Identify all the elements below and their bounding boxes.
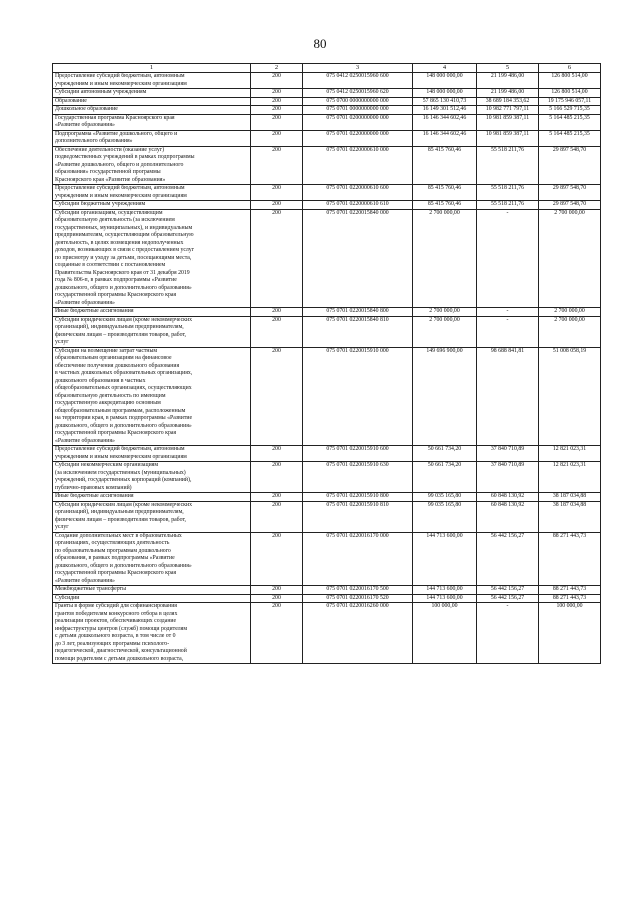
row-code-text: 200 (272, 73, 281, 79)
table-row (53, 73, 601, 89)
row-amount-executed-cell (477, 594, 539, 603)
row-amount-approved-text: 144 713 600,00 (426, 594, 463, 601)
row-kbk-cell (303, 532, 413, 586)
row-kbk-cell (303, 586, 413, 595)
row-name-text: Государственная программа Красноярского края «Развитие образования» (55, 114, 175, 128)
row-name-cell (53, 462, 251, 493)
row-kbk-text: 075 0701 0220016170 520 (326, 594, 389, 601)
row-kbk-text: 075 0701 0000000000 000 (326, 106, 389, 112)
row-amount-approved-cell (413, 146, 477, 185)
row-amount-executed-text: 98 688 841,81 (490, 347, 525, 354)
row-kbk-cell (303, 114, 413, 130)
row-name-cell (53, 73, 251, 89)
row-code-cell (251, 462, 303, 493)
row-kbk-text: 075 0700 0000000000 000 (326, 97, 389, 104)
row-code-cell (251, 146, 303, 185)
row-amount-executed-text: 60 848 130,92 (490, 493, 525, 499)
column-header: 4 (413, 64, 477, 73)
row-amount-approved-text: 2 700 000,00 (429, 316, 460, 323)
column-header: 3 (303, 64, 413, 73)
row-code-cell (251, 594, 303, 603)
row-amount-approved-text: 99 035 165,80 (427, 493, 462, 499)
row-amount-approved-text: 85 415 760,46 (427, 185, 462, 191)
row-code-text: 200 (272, 532, 281, 539)
row-amount-executed-cell (477, 97, 539, 106)
row-amount-unexecuted-cell (539, 89, 601, 98)
row-kbk-cell (303, 347, 413, 446)
row-amount-executed-cell (477, 185, 539, 201)
row-name-cell (53, 532, 251, 586)
row-amount-unexecuted-text: 5 166 529 715,35 (549, 106, 590, 112)
table-row (53, 501, 601, 532)
row-amount-approved-cell (413, 73, 477, 89)
row-amount-unexecuted-cell (539, 201, 601, 210)
row-amount-approved-text: 57 865 130 410,73 (422, 97, 467, 104)
row-code-text: 200 (272, 106, 281, 112)
row-code-cell (251, 532, 303, 586)
row-amount-executed-cell (477, 462, 539, 493)
row-amount-executed-text: - (506, 308, 509, 314)
row-amount-unexecuted-cell (539, 493, 601, 502)
row-amount-executed-text: - (506, 209, 509, 216)
row-name-text: Предоставление субсидий бюджетным, автономным учреждениям и иным некоммерческим организациям (55, 73, 187, 87)
row-kbk-text: 075 0701 0220015840 000 (326, 209, 389, 216)
row-name-text: Межбюджетные трансферты (55, 586, 126, 592)
row-amount-unexecuted-cell (539, 462, 601, 493)
row-name-cell (53, 308, 251, 317)
row-kbk-cell (303, 462, 413, 493)
row-kbk-text: 075 0701 0220015910 600 (326, 446, 389, 452)
row-amount-executed-text: 56 442 156,27 (490, 594, 525, 601)
row-amount-executed-text: 38 689 184 353,62 (485, 97, 530, 104)
row-amount-executed-text: 21 199 486,00 (490, 73, 525, 79)
row-code-cell (251, 114, 303, 130)
row-amount-executed-text: - (506, 603, 509, 609)
row-code-cell (251, 73, 303, 89)
row-kbk-cell (303, 97, 413, 106)
row-amount-approved-cell (413, 209, 477, 308)
row-name-text: Иные бюджетные ассигнования (55, 493, 134, 499)
row-amount-unexecuted-text: 2 700 000,00 (554, 316, 585, 323)
row-name-cell (53, 603, 251, 664)
row-amount-approved-cell (413, 586, 477, 595)
row-name-cell (53, 201, 251, 210)
row-kbk-cell (303, 493, 413, 502)
row-amount-executed-cell (477, 89, 539, 98)
row-amount-approved-text: 100 000,00 (431, 603, 458, 609)
row-name-cell (53, 114, 251, 130)
row-amount-unexecuted-cell (539, 209, 601, 308)
row-name-text: Подпрограмма «Развитие дошкольного, общего и дополнительного образования» (55, 130, 178, 144)
table-row (53, 201, 601, 210)
row-amount-executed-text: 56 442 156,27 (490, 532, 525, 539)
row-kbk-cell (303, 201, 413, 210)
row-name-cell (53, 209, 251, 308)
row-amount-unexecuted-cell (539, 114, 601, 130)
row-name-text: Субсидии (55, 594, 80, 601)
row-code-text: 200 (272, 586, 281, 592)
row-amount-approved-text: 2 700 000,00 (429, 209, 460, 216)
row-code-text: 200 (272, 146, 281, 153)
row-code-text: 200 (272, 97, 281, 104)
row-amount-unexecuted-cell (539, 97, 601, 106)
table-row (53, 146, 601, 185)
row-amount-approved-cell (413, 594, 477, 603)
row-amount-unexecuted-cell (539, 73, 601, 89)
row-kbk-cell (303, 308, 413, 317)
row-amount-approved-text: 16 149 301 512,46 (422, 106, 467, 112)
row-amount-unexecuted-cell (539, 594, 601, 603)
row-amount-unexecuted-text: 88 271 443,73 (552, 532, 587, 539)
row-name-cell (53, 316, 251, 347)
row-amount-approved-cell (413, 446, 477, 462)
row-amount-unexecuted-cell (539, 130, 601, 146)
row-kbk-text: 075 0701 0220015910 800 (326, 493, 389, 499)
row-name-text: Субсидии организациям, осуществляющим образовательную деятельность (за исключением государственных, муниципальных), и индивидуальным предпринимателям, осуществляющим образовательную деятельность, в целях возмещения недополученных доходов, возникающих в связи с предоставлением услуг по присмотру и уходу за детьми, посещающими места, созданные в соответствии с постановлением Правительства Красноярского края от 31 декабря 2019 года № 806-п, в рамках подпрограммы «Развитие дошкольного, общего и дополнительного образования» государственной программы Красноярского края «Развитие образования» (55, 209, 195, 306)
row-amount-unexecuted-cell (539, 603, 601, 664)
row-amount-approved-cell (413, 316, 477, 347)
row-amount-executed-text: 10 982 771 797,11 (485, 106, 530, 112)
row-code-text: 200 (272, 493, 281, 499)
column-header: 1 (53, 64, 251, 73)
row-amount-executed-cell (477, 603, 539, 664)
row-code-cell (251, 446, 303, 462)
row-name-cell (53, 130, 251, 146)
row-amount-approved-text: 50 661 734,20 (427, 446, 462, 452)
table-row (53, 532, 601, 586)
table-row (53, 446, 601, 462)
column-header: 6 (539, 64, 601, 73)
row-code-cell (251, 89, 303, 98)
row-amount-approved-cell (413, 97, 477, 106)
row-code-text: 200 (272, 130, 281, 137)
row-code-cell (251, 201, 303, 210)
row-kbk-text: 075 0701 0220015840 810 (326, 316, 389, 323)
row-kbk-cell (303, 146, 413, 185)
row-amount-executed-cell (477, 316, 539, 347)
row-code-cell (251, 97, 303, 106)
row-amount-approved-cell (413, 185, 477, 201)
row-amount-unexecuted-text: 51 008 058,19 (552, 347, 587, 354)
row-kbk-cell (303, 603, 413, 664)
table-header-row (53, 64, 601, 73)
row-kbk-cell (303, 89, 413, 98)
row-amount-approved-cell (413, 347, 477, 446)
row-amount-unexecuted-text: 38 187 034,88 (552, 493, 587, 499)
row-kbk-cell (303, 130, 413, 146)
row-code-text: 200 (272, 501, 281, 508)
row-amount-approved-text: 85 415 760,46 (427, 146, 462, 153)
row-amount-unexecuted-cell (539, 347, 601, 446)
row-amount-executed-text: 56 442 156,27 (490, 586, 525, 592)
row-kbk-cell (303, 316, 413, 347)
row-kbk-text: 075 0412 0250015960 620 (326, 89, 389, 95)
row-code-cell (251, 209, 303, 308)
row-code-text: 200 (272, 114, 281, 121)
row-code-text: 200 (272, 316, 281, 323)
table-row (53, 114, 601, 130)
row-amount-unexecuted-text: 126 800 514,00 (551, 73, 588, 79)
row-amount-unexecuted-cell (539, 501, 601, 532)
row-amount-unexecuted-cell (539, 532, 601, 586)
row-kbk-cell (303, 106, 413, 115)
row-kbk-text: 075 0701 0220000610 000 (326, 146, 389, 153)
row-amount-unexecuted-text: 5 164 485 215,35 (549, 130, 590, 137)
row-kbk-text: 075 0701 0220000610 610 (326, 201, 389, 207)
row-name-cell (53, 106, 251, 115)
row-amount-unexecuted-text: 12 821 023,31 (552, 462, 587, 468)
row-code-text: 200 (272, 347, 281, 354)
row-amount-approved-text: 144 713 600,00 (426, 586, 463, 592)
row-amount-executed-cell (477, 347, 539, 446)
row-amount-unexecuted-cell (539, 446, 601, 462)
row-kbk-text: 075 0701 0220015840 800 (326, 308, 389, 314)
row-name-text: Предоставление субсидий бюджетным, автономным учреждениям и иным некоммерческим организациям (55, 185, 187, 199)
row-kbk-cell (303, 185, 413, 201)
row-amount-approved-cell (413, 201, 477, 210)
row-amount-unexecuted-text: 19 175 946 057,11 (547, 97, 592, 104)
row-name-text: Субсидии бюджетным учреждениям (55, 201, 146, 207)
row-name-text: Субсидии юридическим лицам (кроме некоммерческих организаций), индивидуальным предпринимателям, физическим лицам – производителям товаров, работ, услуг (55, 501, 192, 530)
table-body (53, 73, 601, 664)
row-amount-approved-cell (413, 532, 477, 586)
row-code-text: 200 (272, 209, 281, 216)
row-name-cell (53, 185, 251, 201)
row-code-text: 200 (272, 594, 281, 601)
row-amount-executed-cell (477, 114, 539, 130)
row-amount-unexecuted-cell (539, 146, 601, 185)
row-amount-unexecuted-text: 88 271 443,73 (552, 586, 587, 592)
row-kbk-cell (303, 501, 413, 532)
column-header: 5 (477, 64, 539, 73)
row-code-cell (251, 316, 303, 347)
table-row (53, 89, 601, 98)
row-code-text: 200 (272, 308, 281, 314)
row-amount-executed-text: 21 199 486,00 (490, 89, 525, 95)
row-amount-unexecuted-text: 126 800 514,00 (551, 89, 588, 95)
row-name-text: Создание дополнительных мест в образовательных организациях, осуществляющих деятельность по образовательным программам дошкольного образования, в рамках подпрограммы «Развитие дошкольного, общего и дополнительного образования» государственной программы Красноярского края «Развитие образования» (55, 532, 192, 584)
row-amount-approved-cell (413, 106, 477, 115)
row-amount-unexecuted-text: 5 164 485 215,35 (549, 114, 590, 121)
row-amount-executed-cell (477, 146, 539, 185)
row-amount-executed-text: 10 981 859 387,11 (485, 130, 530, 137)
row-amount-approved-cell (413, 603, 477, 664)
row-amount-executed-cell (477, 73, 539, 89)
table-row (53, 130, 601, 146)
row-name-cell (53, 446, 251, 462)
row-code-cell (251, 493, 303, 502)
row-name-cell (53, 493, 251, 502)
row-amount-executed-cell (477, 130, 539, 146)
row-code-cell (251, 308, 303, 317)
row-code-text: 200 (272, 603, 281, 609)
row-name-text: Гранты в форме субсидий для софинансирования грантов победителям конкурсного отбора в целях реализации проектов, обеспечивающих создание инфраструктуры центров (служб) помощи родителям с детьми дошкольного возраста, в том числе от 0 до 3 лет, реализующих программы психолого- педагогической, диагностической, консультационной помощи родителям с детьми дошкольного возраста, (55, 603, 187, 662)
row-amount-approved-cell (413, 130, 477, 146)
row-name-cell (53, 586, 251, 595)
row-amount-executed-cell (477, 106, 539, 115)
row-kbk-text: 075 0701 0220016170 000 (326, 532, 389, 539)
table-row (53, 493, 601, 502)
row-kbk-text: 075 0412 0250015960 600 (326, 73, 389, 79)
table-row (53, 209, 601, 308)
row-amount-approved-text: 148 000 000,00 (426, 73, 463, 79)
row-amount-approved-text: 2 700 000,00 (429, 308, 460, 314)
row-amount-approved-text: 149 696 900,00 (426, 347, 463, 354)
row-amount-unexecuted-cell (539, 308, 601, 317)
row-kbk-text: 075 0701 0220015910 630 (326, 462, 389, 468)
row-amount-unexecuted-text: 88 271 443,73 (552, 594, 587, 601)
row-amount-executed-cell (477, 586, 539, 595)
table-row (53, 603, 601, 664)
row-name-text: Образование (55, 97, 87, 104)
row-name-text: Обеспечение деятельности (оказание услуг) подведомственных учреждений в рамках подпрограммы «Развитие дошкольного, общего и дополнительного образования» государственной программы Красноярского края «Развитие образования» (55, 146, 195, 183)
row-amount-unexecuted-text: 2 700 000,00 (554, 308, 585, 314)
row-amount-executed-cell (477, 501, 539, 532)
row-name-text: Предоставление субсидий бюджетным, автономным учреждениям и иным некоммерческим организациям (55, 446, 187, 460)
row-amount-approved-cell (413, 501, 477, 532)
row-name-text: Дошкольное образование (55, 106, 118, 112)
row-amount-approved-text: 144 713 600,00 (426, 532, 463, 539)
row-kbk-text: 075 0701 0220000610 600 (326, 185, 389, 191)
row-amount-unexecuted-cell (539, 316, 601, 347)
row-amount-approved-text: 16 146 344 602,46 (422, 114, 467, 121)
row-kbk-cell (303, 446, 413, 462)
column-header: 2 (251, 64, 303, 73)
row-name-cell (53, 594, 251, 603)
row-amount-approved-text: 99 035 165,80 (427, 501, 462, 508)
row-amount-executed-text: 60 848 130,92 (490, 501, 525, 508)
row-amount-unexecuted-text: 38 187 034,88 (552, 501, 587, 508)
row-amount-executed-cell (477, 308, 539, 317)
row-amount-unexecuted-cell (539, 106, 601, 115)
row-name-cell (53, 501, 251, 532)
row-amount-approved-text: 85 415 760,46 (427, 201, 462, 207)
row-name-cell (53, 97, 251, 106)
row-amount-unexecuted-cell (539, 185, 601, 201)
table-row (53, 97, 601, 106)
row-amount-approved-cell (413, 462, 477, 493)
row-kbk-text: 075 0701 0220016260 000 (326, 603, 389, 609)
row-amount-unexecuted-text: 29 897 548,70 (552, 146, 587, 153)
row-code-text: 200 (272, 446, 281, 452)
row-amount-executed-cell (477, 201, 539, 210)
row-amount-unexecuted-text: 29 897 548,70 (552, 185, 587, 191)
row-kbk-text: 075 0701 0220016170 500 (326, 586, 389, 592)
table-row (53, 462, 601, 493)
row-kbk-text: 075 0701 0220015910 810 (326, 501, 389, 508)
row-amount-executed-text: - (506, 316, 509, 323)
row-name-text: Субсидии на возмещение затрат частным образовательным организациям на финансовое обеспечение получения дошкольного образования в частных дошкольных образовательных организациях, дошкольного образования в частных общеобразовательных организациях, осуществляющих образовательную деятельность по имеющим государственную аккредитацию основным общеобразовательным программам, расположенным на территории края, в рамках подпрограммы «Развитие дошкольного, общего и дополнительного образования» государственной программы Красноярского края «Развитие образования» (55, 347, 193, 444)
row-code-cell (251, 130, 303, 146)
row-amount-approved-text: 148 000 000,00 (426, 89, 463, 95)
row-kbk-text: 075 0701 0200000000 000 (326, 114, 389, 121)
row-amount-executed-text: 37 840 710,89 (490, 446, 525, 452)
table-row (53, 316, 601, 347)
row-name-text: Субсидии автономным учреждениям (55, 89, 147, 95)
row-amount-approved-cell (413, 493, 477, 502)
page-number: 80 (313, 36, 327, 51)
row-amount-executed-text: 55 518 211,76 (490, 201, 525, 207)
row-amount-approved-text: 50 661 734,20 (427, 462, 462, 468)
row-name-cell (53, 89, 251, 98)
row-amount-executed-text: 55 518 211,76 (490, 146, 525, 153)
row-code-text: 200 (272, 185, 281, 191)
table-row (53, 308, 601, 317)
table-row (53, 594, 601, 603)
table-row (53, 106, 601, 115)
table-row (53, 185, 601, 201)
row-code-text: 200 (272, 462, 281, 468)
row-amount-unexecuted-cell (539, 586, 601, 595)
row-kbk-cell (303, 594, 413, 603)
row-code-cell (251, 106, 303, 115)
row-amount-executed-text: 55 518 211,76 (490, 185, 525, 191)
row-amount-approved-text: 16 146 344 602,46 (422, 130, 467, 137)
row-name-text: Иные бюджетные ассигнования (55, 308, 134, 314)
table-row (53, 586, 601, 595)
row-amount-executed-cell (477, 532, 539, 586)
row-kbk-text: 075 0701 0220015910 000 (326, 347, 389, 354)
row-amount-unexecuted-text: 29 897 548,70 (552, 201, 587, 207)
row-code-cell (251, 185, 303, 201)
row-code-cell (251, 347, 303, 446)
row-amount-unexecuted-text: 2 700 000,00 (554, 209, 585, 216)
row-name-cell (53, 146, 251, 185)
row-kbk-text: 075 0701 0220000000 000 (326, 130, 389, 137)
row-amount-unexecuted-text: 100 000,00 (556, 603, 583, 609)
row-amount-executed-cell (477, 446, 539, 462)
row-amount-executed-text: 10 981 859 387,11 (485, 114, 530, 121)
row-amount-unexecuted-text: 12 821 023,31 (552, 446, 587, 452)
row-code-text: 200 (272, 201, 281, 207)
row-name-text: Субсидии некоммерческим организациям (за исключением государственных (муниципальных) учреждений, государственных корпораций (компаний), публично-правовых компаний) (55, 462, 192, 491)
row-amount-approved-cell (413, 308, 477, 317)
row-code-cell (251, 603, 303, 664)
row-kbk-cell (303, 73, 413, 89)
row-amount-executed-text: 37 840 710,89 (490, 462, 525, 468)
budget-table (52, 63, 601, 664)
row-name-text: Субсидии юридическим лицам (кроме некоммерческих организаций), индивидуальным предпринимателям, физическим лицам – производителям товаров, работ, услуг (55, 316, 192, 345)
row-amount-approved-cell (413, 89, 477, 98)
row-name-cell (53, 347, 251, 446)
row-code-cell (251, 586, 303, 595)
row-code-cell (251, 501, 303, 532)
row-code-text: 200 (272, 89, 281, 95)
row-amount-approved-cell (413, 114, 477, 130)
table-row (53, 347, 601, 446)
row-kbk-cell (303, 209, 413, 308)
row-amount-executed-cell (477, 493, 539, 502)
row-amount-executed-cell (477, 209, 539, 308)
